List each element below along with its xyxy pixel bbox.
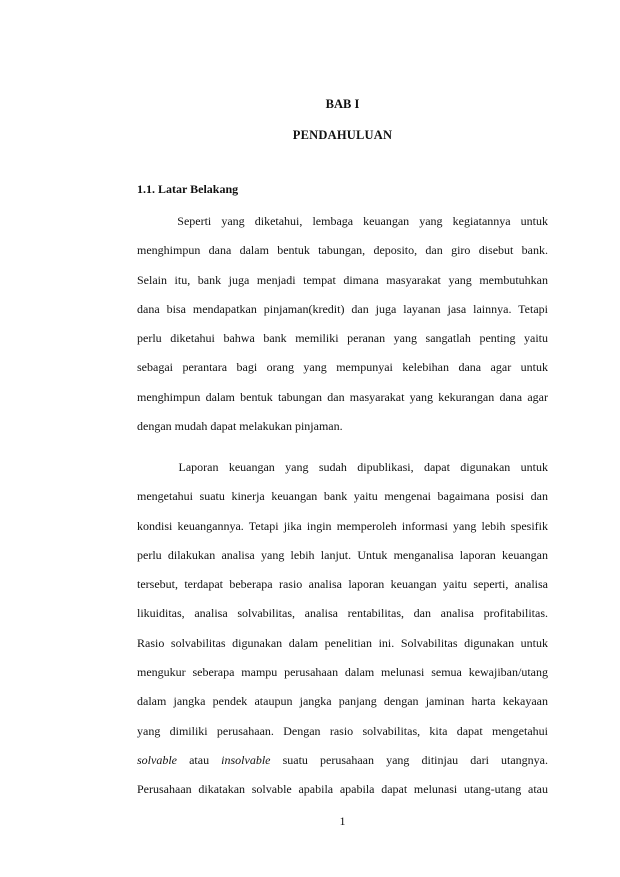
paragraph-line: dengan mudah dapat melakukan pinjaman. <box>137 419 343 434</box>
paragraph-line: menghimpun dana dalam bentuk tabungan, deposito, dan giro disebut bank. <box>137 243 548 258</box>
paragraph-line: Seperti yang diketahui, lembaga keuangan yang kegiatannya untuk <box>137 214 548 228</box>
paragraph-line: sebagai perantara bagi orang yang mempunyai kelebihan dana agar untuk <box>137 360 548 375</box>
paragraph-line: Laporan keuangan yang sudah dipublikasi, dapat digunakan untuk <box>137 460 548 474</box>
paragraph-line-mixed <box>137 746 548 775</box>
paragraph-2 <box>137 453 548 805</box>
paragraph-line: likuiditas, analisa solvabilitas, analisa rentabilitas, dan analisa profitabilitas. <box>137 606 548 621</box>
chapter-title: PENDAHULUAN <box>292 128 393 142</box>
paragraph-line: Selain itu, bank juga menjadi tempat dimana masyarakat yang membutuhkan <box>137 272 548 287</box>
paragraph-line: Rasio solvabilitas digunakan dalam penelitian ini. Solvabilitas digunakan untuk <box>137 635 548 650</box>
paragraph-line: kondisi keuangannya. Tetapi jika ingin memperoleh informasi yang lebih spesifik <box>137 518 548 533</box>
paragraph-line: mengetahui suatu kinerja keuangan bank yaitu mengenai bagaimana posisi dan <box>137 489 548 504</box>
paragraph-line: dana bisa mendapatkan pinjaman(kredit) dan juga layanan jasa lainnya. Tetapi <box>137 301 548 316</box>
paragraph-line: menghimpun dalam bentuk tabungan dan masyarakat yang kekurangan dana agar <box>137 389 548 404</box>
chapter-number: BAB I <box>325 97 360 111</box>
paragraph-line: tersebut, terdapat beberapa rasio analisa laporan keuangan yaitu seperti, analisa <box>137 577 548 592</box>
inline-text: suatu perusahaan yang ditinjau dari utangnya. <box>270 752 548 767</box>
inline-text: atau <box>177 752 222 767</box>
paragraph-line: mengukur seberapa mampu perusahaan dalam melunasi semua kewajiban/utang <box>137 665 548 680</box>
paragraph-line: yang dimiliki perusahaan. Dengan rasio solvabilitas, kita dapat mengetahui <box>137 723 548 738</box>
paragraph-line: dalam jangka pendek ataupun jangka panjang dengan jaminan harta kekayaan <box>137 694 548 709</box>
paragraph-line: Perusahaan dikatakan solvable apabila apabila dapat melunasi utang-utang atau <box>137 782 548 797</box>
paragraph-1 <box>137 207 548 441</box>
paragraph-line: perlu dilakukan analisa yang lebih lanjut. Untuk menganalisa laporan keuangan <box>137 547 548 562</box>
page-number: 1 <box>339 814 346 828</box>
italic-term-solvable: solvable <box>137 752 177 767</box>
paragraph-line: perlu diketahui bahwa bank memiliki peranan yang sangatlah penting yaitu <box>137 331 548 346</box>
italic-term-insolvable: insolvable <box>221 752 271 767</box>
section-heading: 1.1. Latar Belakang <box>137 182 239 196</box>
